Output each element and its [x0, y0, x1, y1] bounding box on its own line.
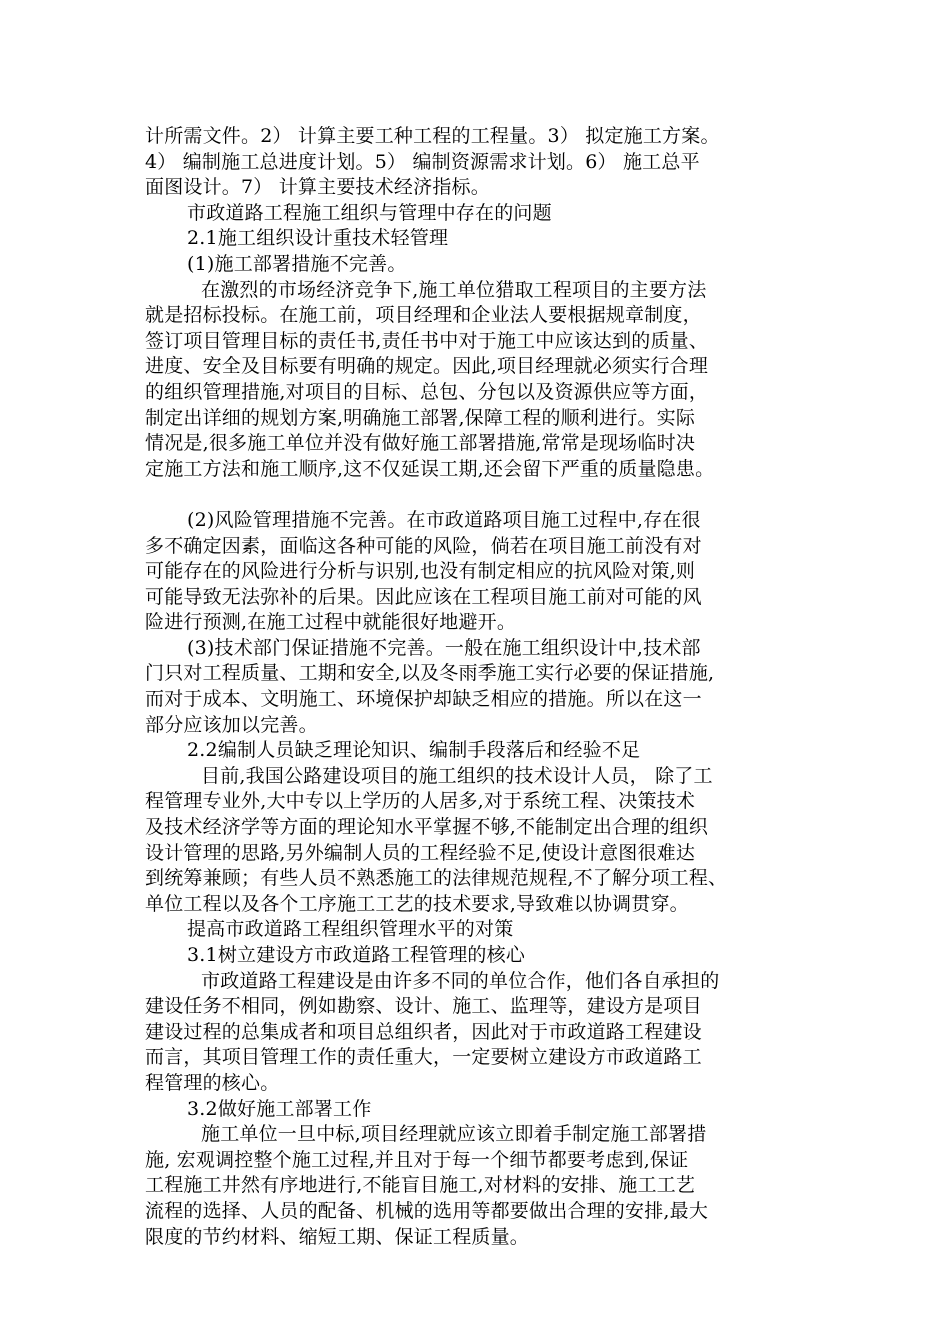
text-line: 施, 宏观调控整个施工过程,并且对于每一个细节都要考虑到,保证: [145, 1148, 689, 1171]
document-body: [145, 124, 810, 1250]
text-line: 建设任务不相同，例如勘察、设计、施工、监理等，建设方是项目: [145, 995, 702, 1018]
text-line: 面图设计。7） 计算主要技术经济指标。: [145, 176, 490, 199]
subsection-heading: 3.2做好施工部署工作: [187, 1097, 372, 1120]
paragraph-first-line: 在激烈的市场经济竞争下,施工单位猎取工程项目的主要方法: [201, 278, 707, 301]
paragraph-first-line: 施工单位一旦中标,项目经理就应该立即着手制定施工部署措: [201, 1123, 707, 1146]
section-heading: 市政道路工程施工组织与管理中存在的问题: [187, 201, 552, 224]
text-line: 可能导致无法弥补的后果。因此应该在工程项目施工前对可能的风: [145, 585, 702, 608]
text-line: 的组织管理措施,对项目的目标、总包、分包以及资源供应等方面，: [145, 380, 709, 403]
text-line: 设计管理的思路,另外编制人员的工程经验不足,使设计意图很难达: [145, 841, 696, 864]
text-line: 到统筹兼顾；有些人员不熟悉施工的法律规范规程,不了解分项工程、: [145, 867, 728, 890]
text-line: 险进行预测,在施工过程中就能很好地避开。: [145, 611, 517, 634]
text-line: 而言，其项目管理工作的责任重大，一定要树立建设方市政道路工: [145, 1046, 702, 1069]
paragraph-gap: [145, 482, 810, 508]
paragraph-first-line: (2)风险管理措施不完善。在市政道路项目施工过程中,存在很: [187, 508, 701, 531]
text-line: 制定出详细的规划方案,明确施工部署,保障工程的顺利进行。实际: [145, 406, 696, 429]
subsection-heading: 2.2编制人员缺乏理论知识、编制手段落后和经验不足: [187, 739, 641, 762]
text-line: 及技术经济学等方面的理论知水平掌握不够,不能制定出合理的组织: [145, 816, 709, 839]
text-line: 工程施工井然有序地进行,不能盲目施工,对材料的安排、施工工艺: [145, 1174, 696, 1197]
text-line: 限度的节约材料、缩短工期、保证工程质量。: [145, 1225, 530, 1248]
item-heading: (1)施工部署措施不完善。: [187, 252, 407, 275]
text-line: 程管理的核心。: [145, 1071, 280, 1094]
text-line: 流程的选择、人员的配备、机械的选用等都要做出合理的安排,最大: [145, 1199, 709, 1222]
text-line: 定施工方法和施工顺序,这不仅延误工期,还会留下严重的质量隐患。: [145, 457, 715, 480]
text-line: 4） 编制施工总进度计划。5） 编制资源需求计划。6） 施工总平: [145, 150, 700, 173]
text-line: 可能存在的风险进行分析与识别,也没有制定相应的抗风险对策,则: [145, 560, 696, 583]
text-line: 程管理专业外,大中专以上学历的人居多,对于系统工程、决策技术: [145, 790, 696, 813]
text-line: 建设过程的总集成者和项目总组织者，因此对于市政道路工程建设: [145, 1020, 702, 1043]
text-line: 部分应该加以完善。: [145, 713, 318, 736]
text-line: 情况是,很多施工单位并没有做好施工部署措施,常常是现场临时决: [145, 432, 696, 455]
text-line: 就是招标投标。在施工前，项目经理和企业法人要根据规章制度，: [145, 304, 702, 327]
text-line: 签订项目管理目标的责任书,责任书中对于施工中应该达到的质量、: [145, 329, 709, 352]
paragraph-first-line: (3)技术部门保证措施不完善。一般在施工组织设计中,技术部: [187, 636, 701, 659]
paragraph-first-line: 目前,我国公路建设项目的施工组织的技术设计人员， 除了工: [201, 764, 713, 787]
subsection-heading: 2.1施工组织设计重技术轻管理: [187, 227, 449, 250]
text-line: 门只对工程质量、工期和安全,以及冬雨季施工实行必要的保证措施,: [145, 662, 715, 685]
section-heading: 提高市政道路工程组织管理水平的对策: [187, 918, 514, 941]
text-line: 单位工程以及各个工序施工工艺的技术要求,导致难以协调贯穿。: [145, 892, 689, 915]
text-line: 而对于成本、文明施工、环境保护却缺乏相应的措施。所以在这一: [145, 688, 702, 711]
text-line: 多不确定因素，面临这各种可能的风险，倘若在项目施工前没有对: [145, 534, 702, 557]
subsection-heading: 3.1树立建设方市政道路工程管理的核心: [187, 944, 526, 966]
paragraph-first-line: 市政道路工程建设是由许多不同的单位合作，他们各自承担的: [201, 969, 720, 992]
text-line: 计所需文件。2） 计算主要工种工程的工程量。3） 拟定施工方案。: [145, 125, 720, 147]
text-line: 进度、安全及目标要有明确的规定。因此,项目经理就必须实行合理: [145, 355, 709, 378]
